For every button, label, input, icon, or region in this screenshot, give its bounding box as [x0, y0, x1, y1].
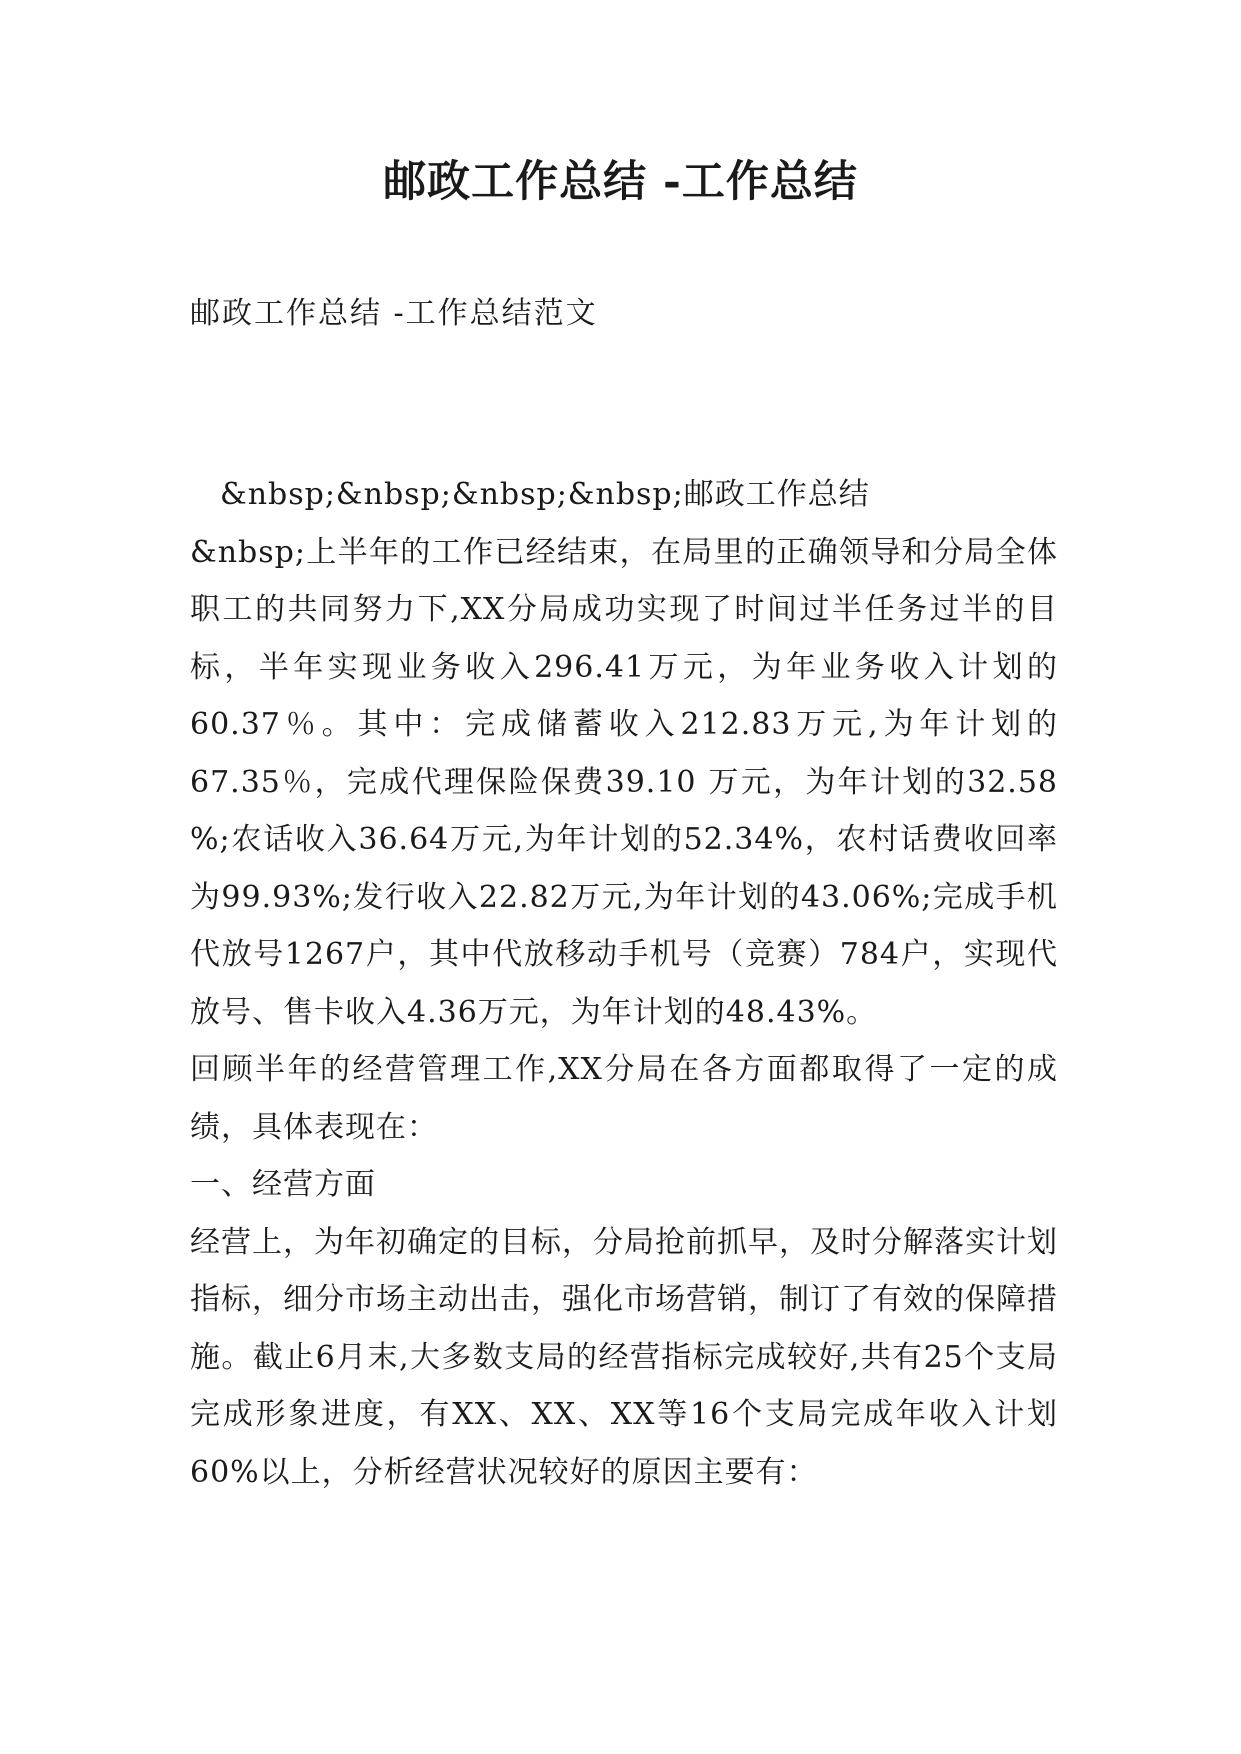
- document-title: 邮政工作总结 -工作总结: [383, 157, 858, 207]
- section-heading-operations: 一、经营方面: [190, 1167, 376, 1202]
- document-subtitle: 邮政工作总结 -工作总结范文: [190, 296, 598, 331]
- paragraph-operations: 经营上，为年初确定的目标，分局抢前抓早，及时分解落实计划指标，细分市场主动出击，强化市场营销，制订了有效的保障措施。截止6月末,大多数支局的经营指标完成较好,共有25个支局完成形象进度，有XX、XX、XX等16个支局完成年收入计划60%以上，分析经营状况较好的原因主要有：: [190, 1224, 1058, 1490]
- paragraph-review: 回顾半年的经营管理工作,XX分局在各方面都取得了一定的成绩，具体表现在：: [190, 1052, 1058, 1145]
- section-heading: &nbsp;&nbsp;&nbsp;&nbsp;邮政工作总结: [220, 477, 870, 512]
- document-body: [190, 466, 1058, 1501]
- paragraph-summary: &nbsp;上半年的工作已经结束，在局里的正确领导和分局全体职工的共同努力下,XX分局成功实现了时间过半任务过半的目标，半年实现业务收入296.41万元，为年业务收入计划的60.37％。其中：完成储蓄收入212.83万元,为年计划的67.35％，完成代理保险保费39.10 万元，为年计划的32.58 %;农话收入36.64万元,为年计划的52.34%，农村话费收回率为99.93%;发行收入22.82万元,为年计划的43.06%;完成手机代放号1267户，其中代放移动手机号（竞赛）784户，实现代放号、售卡收入4.36万元，为年计划的48.43%。: [190, 534, 1058, 1030]
